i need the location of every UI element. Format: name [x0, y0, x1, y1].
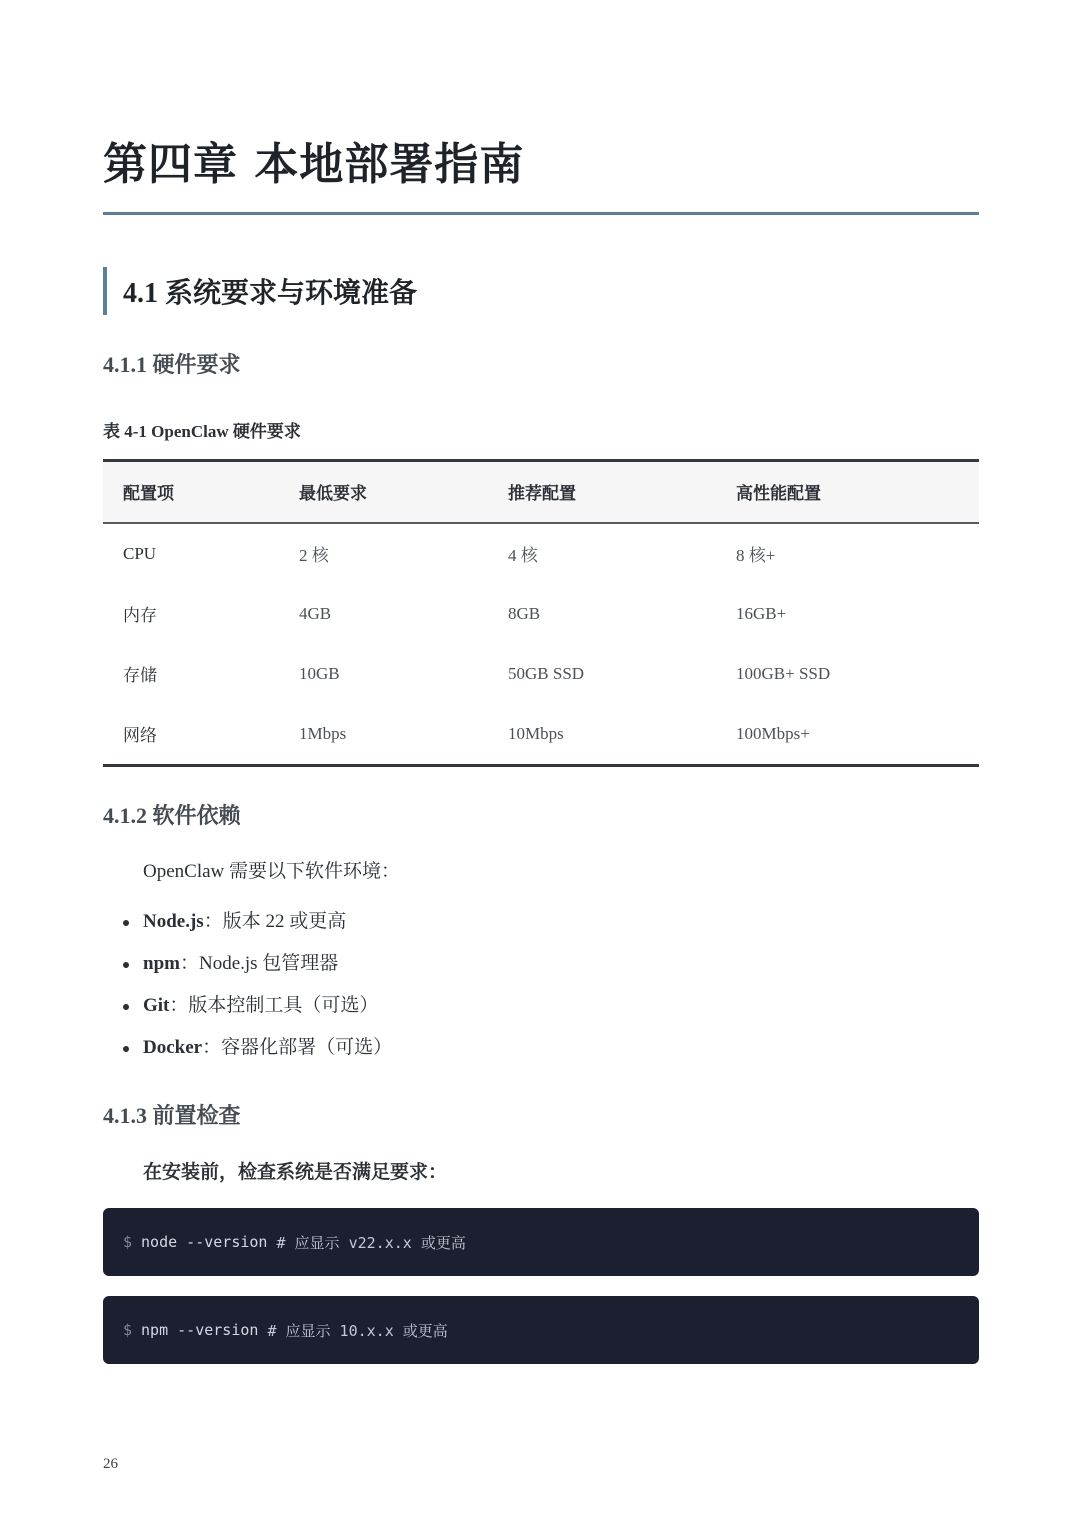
- shell-comment: # 应显示 10.x.x 或更高: [258, 1321, 448, 1340]
- header-recommended: 推荐配置: [508, 484, 576, 504]
- list-item: [143, 948, 392, 990]
- section-title: 4.1 系统要求与环境准备: [103, 267, 417, 315]
- dependency-name: npm: [143, 953, 180, 974]
- table-cell: 4 核: [508, 546, 538, 565]
- shell-prompt: $: [123, 1321, 133, 1339]
- table-caption: 表 4-1 OpenClaw 硬件要求: [103, 422, 301, 441]
- table-header-row: [103, 461, 979, 523]
- list-item: [143, 1032, 392, 1074]
- dependency-desc: ：Node.js 包管理器: [179, 953, 339, 974]
- table-cell: 网络: [123, 726, 157, 745]
- precheck-subtitle: 4.1.3 前置检查: [103, 1103, 241, 1128]
- header-high-performance: 高性能配置: [736, 484, 821, 504]
- page-number: 26: [103, 1456, 118, 1472]
- table-row: [103, 644, 979, 704]
- table-cell: 10Mbps: [508, 723, 564, 743]
- table-cell: 16GB+: [736, 603, 787, 623]
- header-minimum: 最低要求: [299, 484, 367, 504]
- shell-comment: # 应显示 v22.x.x 或更高: [267, 1233, 466, 1252]
- table-cell: 1Mbps: [299, 723, 347, 743]
- table-cell: 内存: [123, 606, 157, 625]
- table-cell: CPU: [123, 543, 157, 563]
- header-item: 配置项: [123, 484, 174, 504]
- shell-prompt: $: [123, 1233, 133, 1251]
- table-cell: 50GB SSD: [508, 663, 585, 683]
- dependency-list: [143, 906, 392, 1074]
- dependency-name: Node.js: [143, 911, 204, 932]
- code-block-npm-version[interactable]: [103, 1296, 979, 1364]
- hardware-subtitle: 4.1.1 硬件要求: [103, 352, 241, 377]
- table-cell: 10GB: [299, 663, 340, 683]
- code-block-node-version[interactable]: [103, 1208, 979, 1276]
- table-cell: 100Mbps+: [736, 723, 810, 743]
- precheck-intro: 在安装前，检查系统是否满足要求：: [143, 1162, 448, 1183]
- software-intro: OpenClaw 需要以下软件环境：: [143, 861, 401, 882]
- chapter-title: 第四章 本地部署指南: [103, 139, 525, 190]
- dependency-desc: ：版本 22 或更高: [203, 911, 347, 932]
- table-cell: 存储: [123, 666, 157, 685]
- chapter-divider: [103, 212, 979, 215]
- table-row: [103, 584, 979, 644]
- dependency-name: Docker: [143, 1037, 203, 1058]
- shell-command: npm --version: [141, 1321, 259, 1339]
- table-cell: 8 核+: [736, 546, 776, 565]
- table-cell: 8GB: [508, 603, 541, 623]
- hardware-requirements-table: [103, 459, 979, 767]
- table-cell: 2 核: [299, 546, 329, 565]
- table-cell: 100GB+ SSD: [736, 663, 831, 683]
- dependency-desc: ：版本控制工具（可选）: [169, 995, 379, 1016]
- dependency-name: Git: [143, 995, 170, 1016]
- dependency-desc: ：容器化部署（可选）: [202, 1037, 393, 1058]
- table-cell: 4GB: [299, 603, 332, 623]
- shell-command: node --version: [141, 1233, 268, 1251]
- list-item: [143, 906, 392, 948]
- list-item: [143, 990, 392, 1032]
- table-row: [103, 523, 979, 584]
- table-row: [103, 704, 979, 766]
- software-subtitle: 4.1.2 软件依赖: [103, 803, 241, 828]
